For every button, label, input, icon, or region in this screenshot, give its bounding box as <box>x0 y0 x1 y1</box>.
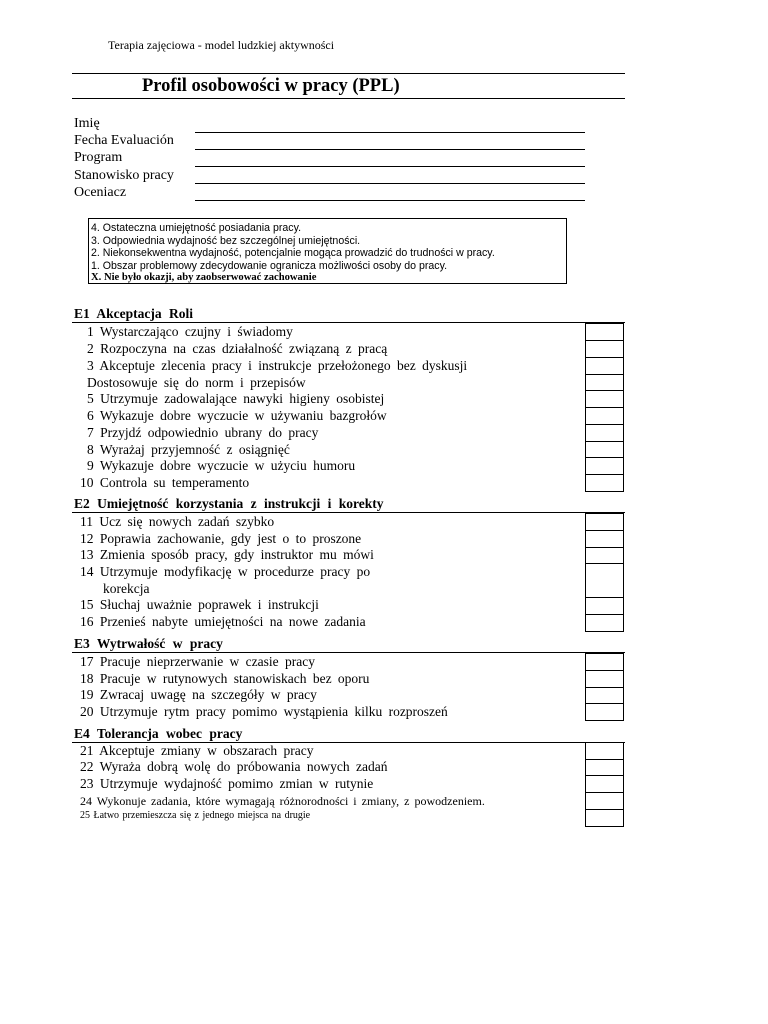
score-box-2[interactable] <box>585 340 624 358</box>
title-top-rule <box>72 73 625 74</box>
item-14-continued: korekcja <box>103 581 150 596</box>
section-e2-title: E2 Umiejętność korzystania z instrukcji i korekty <box>74 496 384 511</box>
score-box-11[interactable] <box>585 513 624 531</box>
legend-item-4: 4. Ostateczna umiejętność posiadania pracy. <box>91 222 302 234</box>
field-label-position: Stanowisko pracy <box>74 168 174 183</box>
item-18: 18 Pracuje w rutynowych stanowiskach bez oporu <box>80 671 370 686</box>
score-box-25[interactable] <box>585 809 624 827</box>
item-20: 20 Utrzymuje rytm pracy pomimo wystąpienia kilku rozproszeń <box>80 704 448 719</box>
item-1: 1 Wystarczająco czujny i świadomy <box>87 324 293 339</box>
field-label-name: Imię <box>74 116 100 131</box>
item-24: 24 Wykonuje zadania, które wymagają różnorodności i zmiany, z powodzeniem. <box>80 794 485 808</box>
score-box-10[interactable] <box>585 474 624 492</box>
score-box-13[interactable] <box>585 547 624 564</box>
score-box-9[interactable] <box>585 457 624 475</box>
rating-legend <box>88 218 567 284</box>
legend-item-x: X. Nie było okazji, aby zaobserwować zachowanie <box>91 272 317 283</box>
field-label-program: Program <box>74 150 123 165</box>
legend-item-1: 1. Obszar problemowy zdecydowanie ogranicza możliwości osoby do pracy. <box>91 260 448 272</box>
document-title: Profil osobowości w pracy (PPL) <box>142 76 400 96</box>
item-6: 6 Wykazuje dobre wyczucie w używaniu bazgrołów <box>87 408 387 423</box>
field-line-name[interactable] <box>195 132 585 133</box>
item-12: 12 Poprawia zachowanie, gdy jest o to proszone <box>80 531 362 546</box>
item-22: 22 Wyraża dobrą wolę do próbowania nowych zadań <box>80 759 388 774</box>
field-line-position[interactable] <box>195 183 585 184</box>
item-4: Dostosowuje się do norm i przepisów <box>87 375 306 390</box>
score-box-1[interactable] <box>585 323 624 341</box>
field-label-date: Fecha Evaluación <box>74 133 174 148</box>
item-23: 23 Utrzymuje wydajność pomimo zmian w rutynie <box>80 776 374 791</box>
item-10: 10 Controla su temperamento <box>80 475 250 490</box>
score-box-12[interactable] <box>585 530 624 548</box>
item-8: 8 Wyrażaj przyjemność z osiągnięć <box>87 442 290 457</box>
title-bottom-rule <box>72 98 625 99</box>
item-25: 25 Łatwo przemieszcza się z jednego miejsca na drugie <box>80 810 311 821</box>
score-box-4[interactable] <box>585 374 624 391</box>
item-14: 14 Utrzymuje modyfikację w procedurze pracy po <box>80 564 371 579</box>
section-e4-title: E4 Tolerancja wobec pracy <box>74 726 243 741</box>
item-9: 9 Wykazuje dobre wyczucie w użyciu humoru <box>87 458 356 473</box>
item-3: 3 Akceptuje zlecenia pracy i instrukcje przełożonego bez dyskusji <box>87 358 468 373</box>
section-e3-title: E3 Wytrwałość w pracy <box>74 636 223 651</box>
score-box-18[interactable] <box>585 670 624 688</box>
document-header: Terapia zajęciowa - model ludzkiej aktywności <box>108 38 335 52</box>
score-box-24[interactable] <box>585 792 624 810</box>
score-box-17[interactable] <box>585 653 624 671</box>
score-box-8[interactable] <box>585 441 624 458</box>
item-16: 16 Przenieś nabyte umiejętności na nowe zadania <box>80 614 366 629</box>
field-line-program[interactable] <box>195 166 585 167</box>
legend-item-3: 3. Odpowiednia wydajność bez szczególnej umiejętności. <box>91 235 361 247</box>
section-e1-title: E1 Akceptacja Roli <box>74 306 193 321</box>
field-line-evaluator[interactable] <box>195 200 585 201</box>
score-box-5[interactable] <box>585 390 624 408</box>
legend-item-2: 2. Niekonsekwentna wydajność, potencjalnie mogąca prowadzić do trudności w pracy. <box>91 247 495 259</box>
item-13: 13 Zmienia sposób pracy, gdy instruktor mu mówi <box>80 547 374 562</box>
score-box-19[interactable] <box>585 687 624 704</box>
score-box-6[interactable] <box>585 407 624 425</box>
item-15: 15 Słuchaj uważnie poprawek i instrukcji <box>80 597 319 612</box>
score-box-22[interactable] <box>585 759 624 776</box>
item-19: 19 Zwracaj uwagę na szczegóły w pracy <box>80 687 317 702</box>
item-21: 21 Akceptuje zmiany w obszarach pracy <box>80 743 314 758</box>
item-7: 7 Przyjdź odpowiednio ubrany do pracy <box>87 425 319 440</box>
section-e3-rule <box>72 652 625 653</box>
field-label-evaluator: Oceniacz <box>74 185 127 200</box>
item-2: 2 Rozpoczyna na czas działalność związaną z pracą <box>87 341 388 356</box>
score-box-21[interactable] <box>585 742 624 760</box>
section-e1-rule <box>72 322 625 323</box>
score-box-3[interactable] <box>585 357 624 375</box>
score-box-15[interactable] <box>585 597 624 615</box>
item-17: 17 Pracuje nieprzerwanie w czasie pracy <box>80 654 316 669</box>
score-box-16[interactable] <box>585 614 624 632</box>
section-e2-rule <box>72 512 625 513</box>
score-box-20[interactable] <box>585 703 624 721</box>
item-5: 5 Utrzymuje zadowalające nawyki higieny osobistej <box>87 391 385 406</box>
score-box-14[interactable] <box>585 563 624 598</box>
field-line-date[interactable] <box>195 149 585 150</box>
score-box-23[interactable] <box>585 775 624 793</box>
item-11: 11 Ucz się nowych zadań szybko <box>80 514 275 529</box>
score-box-7[interactable] <box>585 424 624 442</box>
